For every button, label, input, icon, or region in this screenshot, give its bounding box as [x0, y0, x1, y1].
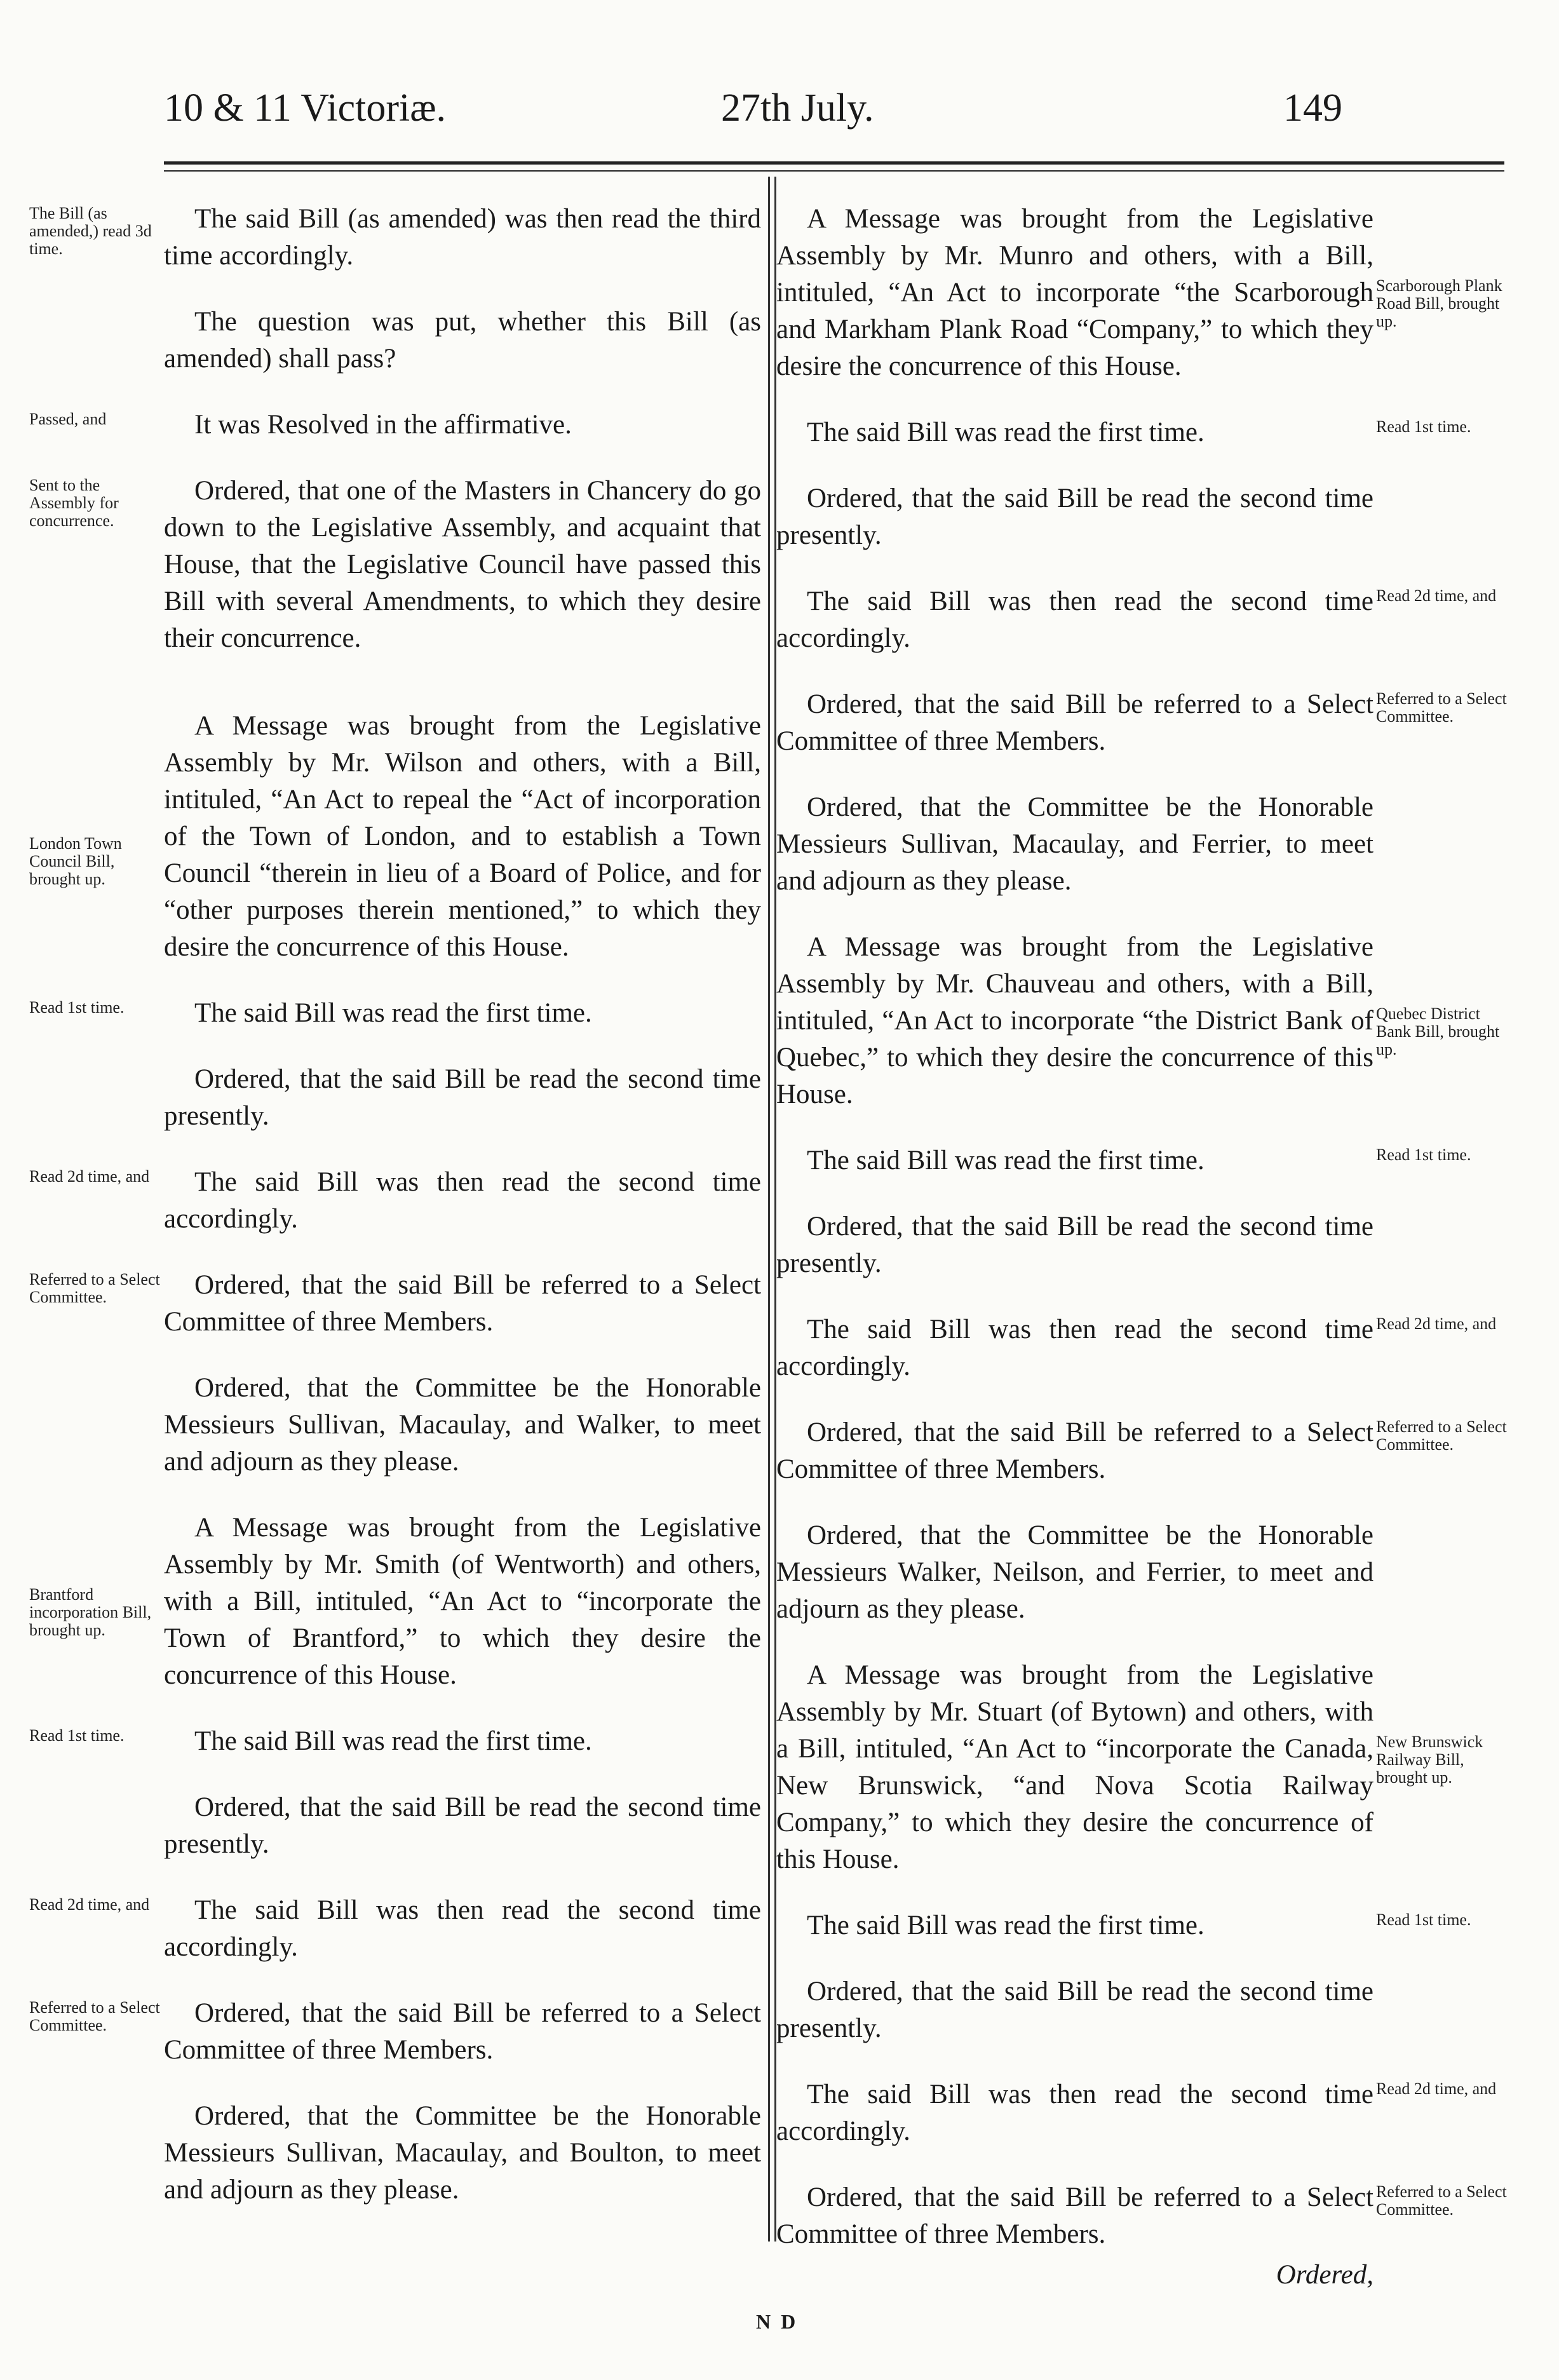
paragraph: Passed, and It was Resolved in the affirmative. [29, 410, 572, 440]
paragraph: Quebec District Bank Bill, brought up. A Message was brought from the Legislative Assembly by Mr. Chauveau and others, with a Bill, intituled, “An Act to incorporate “the District Bank of Quebec,” to which they desire the concurrence of this House. [776, 929, 1373, 1113]
margin-note: Referred to a Select Committee. [1376, 1417, 1507, 1454]
paragraph: Read 2d time, and The said Bill was then read the second time accordingly. [29, 1167, 761, 1234]
paragraph: Scarborough Plank Road Bill, brought up. A Message was brought from the Legislative Assembly by Mr. Munro and others, with a Bill, intituled, “An Act to incorporate “the Scarborough and Markham Plank Road “Company,” to which they desire the concurrence of this House. [776, 201, 1373, 385]
margin-note: New Brunswick Railway Bill, brought up. [1376, 1733, 1483, 1787]
paragraph: New Brunswick Railway Bill, brought up. A Message was brought from the Legislative Assembly by Mr. Stuart (of Bytown) and others, with a Bill, intituled, “An Act to “incorporate the Canada, New Brunswick, “and Nova Scotia Railway Company,” to which they desire the concurrence of this House. [776, 1657, 1373, 1878]
paragraph: Ordered, that the said Bill be read the second time presently. [776, 483, 1373, 550]
paragraph: Referred to a Select Committee. Ordered, that the said Bill be referred to a Select Committee of three Members. [29, 1270, 761, 1337]
margin-note: Read 1st time. [1376, 1910, 1471, 1929]
right-column [776, 201, 1507, 2294]
paragraph: Referred to a Select Committee. Ordered, that the said Bill be referred to a Select Committee of three Members. [29, 1998, 761, 2065]
paragraph: Read 1st time. The said Bill was read the first time. [776, 414, 1373, 451]
paragraph: Read 1st time. The said Bill was read the first time. [776, 1142, 1373, 1179]
paragraph: Brantford incorporation Bill, brought up. A Message was brought from the Legislative Assembly by Mr. Smith (of Wentworth) and others, with a Bill, intituled, “An Act to “incorporate the Town of Brantford,” to which they desire the concurrence of this House. [29, 1513, 761, 1690]
paragraph: Ordered, that the Committee be the Honorable Messieurs Walker, Neilson, and Ferrier, to meet and adjourn as they please. [776, 1520, 1373, 1624]
paragraph: Referred to a Select Committee. Ordered, that the said Bill be referred to a Select Committee of three Members. [776, 2179, 1373, 2253]
margin-note: Read 2d time, and [29, 1895, 150, 1914]
margin-note: Read 2d time, and [1376, 2079, 1497, 2098]
margin-note: Read 1st time. [29, 998, 125, 1017]
margin-note: Read 1st time. [1376, 1146, 1471, 1164]
paragraph: Ordered, that the Committee be the Honorable Messieurs Sullivan, Macaulay, and Walker, to meet and adjourn as they please. [164, 1373, 761, 1477]
paragraph: Ordered, that the said Bill be read the second time presently. [776, 1212, 1373, 1278]
margin-note: Read 1st time. [1376, 417, 1471, 436]
signature-mark: N D [756, 2310, 799, 2333]
margin-note: The Bill (as amended,) read 3d time. [29, 204, 152, 258]
running-header [0, 76, 1559, 140]
left-column [29, 201, 761, 2238]
margin-note: Quebec District Bank Bill, brought up. [1376, 1004, 1500, 1058]
paragraph: London Town Council Bill, brought up. A Message was brought from the Legislative Assembly by Mr. Wilson and others, with a Bill, intituled, “An Act to repeal the “Act of incorporation of the Town of London, and to establish a Town Council “therein in lieu of a Board of Police, and for “other purposes therein mentioned,” to which they desire the concurrence of this House. [29, 711, 761, 962]
paragraph: The question was put, whether this Bill (as amended) shall pass? [164, 307, 761, 374]
paragraph: Ordered, that the Committee be the Honorable Messieurs Sullivan, Macaulay, and Ferrier, to meet and adjourn as they please. [776, 792, 1373, 896]
paragraph: Ordered, that the said Bill be read the second time presently. [776, 1977, 1373, 2043]
margin-note: Brantford incorporation Bill, brought up. [29, 1585, 152, 1639]
paragraph: Read 2d time, and The said Bill was then read the second time accordingly. [776, 2076, 1373, 2150]
margin-note: London Town Council Bill, brought up. [29, 834, 122, 888]
paragraph: Read 1st time. The said Bill was read the first time. [776, 1907, 1373, 1944]
margin-note: Sent to the Assembly for concurrence. [29, 476, 119, 530]
date-heading: 27th July. [721, 86, 874, 130]
regnal-year: 10 & 11 Victoriæ. [164, 86, 447, 130]
paragraph: Read 2d time, and The said Bill was then read the second time accordingly. [776, 583, 1373, 657]
paragraph: The Bill (as amended,) read 3d time. The said Bill (as amended) was then read the third time accordingly. [29, 204, 761, 271]
margin-note: Referred to a Select Committee. [1376, 689, 1507, 726]
margin-note: Passed, and [29, 410, 107, 428]
margin-note: Referred to a Select Committee. [1376, 2182, 1507, 2219]
paragraph: Sent to the Assembly for concurrence. Ordered, that one of the Masters in Chancery do go down to the Legislative Assembly, and acquaint that House, that the Legislative Council have passed this Bill with several Amendments, to which they desire their concurrence. [29, 476, 761, 653]
header-rule [164, 161, 1504, 165]
column-divider [768, 177, 770, 2241]
margin-note: Scarborough Plank Road Bill, brought up. [1376, 276, 1502, 330]
margin-note: Read 1st time. [29, 1726, 125, 1745]
page-number: 149 [1283, 86, 1342, 130]
paragraph: Read 2d time, and The said Bill was then read the second time accordingly. [776, 1311, 1373, 1385]
margin-note: Read 2d time, and [1376, 586, 1497, 605]
catchword: Ordered, [1276, 2260, 1373, 2290]
margin-note: Read 2d time, and [29, 1167, 150, 1186]
paragraph: Read 2d time, and The said Bill was then read the second time accordingly. [29, 1895, 761, 1962]
paragraph: Ordered, that the said Bill be read the second time presently. [164, 1792, 761, 1859]
paragraph: Ordered, that the Committee be the Honorable Messieurs Sullivan, Macaulay, and Boulton, to meet and adjourn as they please. [164, 2101, 761, 2205]
paragraph: Ordered, that the said Bill be read the second time presently. [164, 1064, 761, 1131]
paragraph: Read 1st time. The said Bill was read the first time. [29, 1726, 592, 1756]
header-rule-thin [164, 170, 1504, 172]
margin-note: Referred to a Select Committee. [29, 1270, 160, 1306]
margin-note: Referred to a Select Committee. [29, 1998, 160, 2034]
paragraph: Referred to a Select Committee. Ordered, that the said Bill be referred to a Select Committee of three Members. [776, 1414, 1373, 1488]
paragraph: Referred to a Select Committee. Ordered, that the said Bill be referred to a Select Committee of three Members. [776, 686, 1373, 760]
paragraph: Read 1st time. The said Bill was read the first time. [29, 998, 592, 1028]
margin-note: Read 2d time, and [1376, 1315, 1497, 1333]
